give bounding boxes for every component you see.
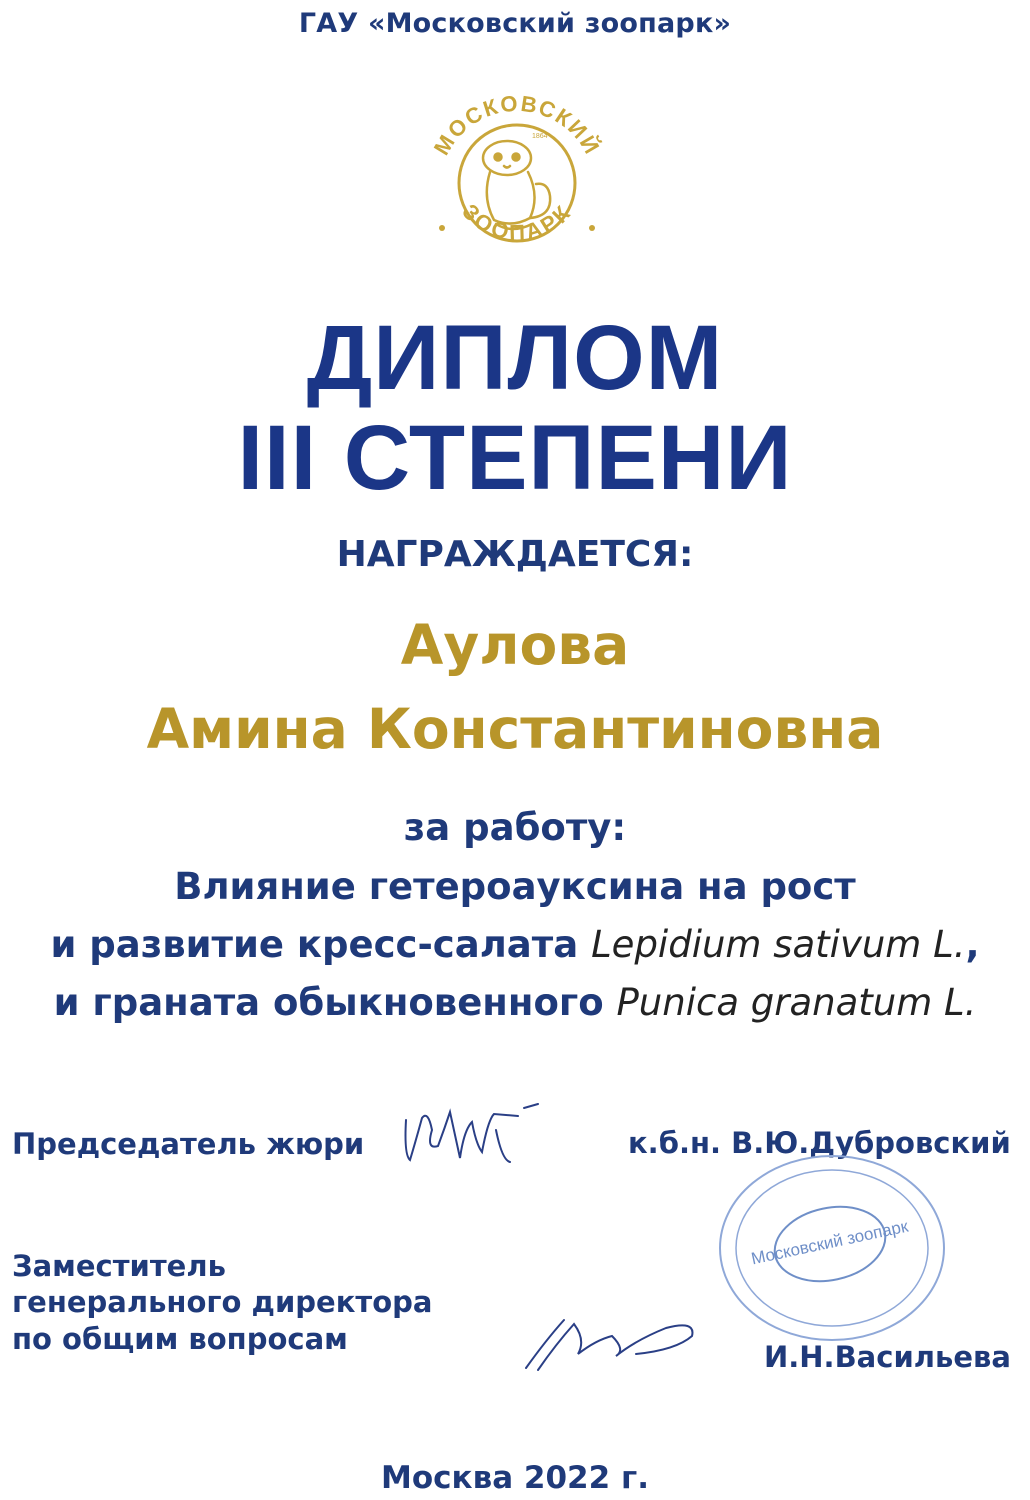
- zoo-logo: [412, 78, 622, 288]
- work-title-line-3: и граната обыкновенного Punica granatum L.: [53, 981, 977, 1024]
- deputy-role: Заместитель генерального директора по общим вопросам: [12, 1249, 433, 1356]
- work-title-line-1: Влияние гетероауксина на рост: [174, 865, 856, 908]
- diploma-title: ДИПЛОМ: [306, 307, 724, 409]
- latin-name: Lepidium sativum L.: [591, 923, 966, 966]
- chair-name: к.б.н. В.Ю.Дубровский: [628, 1126, 1011, 1160]
- svg-text:1864: 1864: [532, 133, 548, 140]
- deputy-signature: [516, 1310, 706, 1380]
- chair-role: Председатель жюри: [12, 1127, 365, 1161]
- svg-text:МОСКОВСКИЙ: МОСКОВСКИЙ: [428, 90, 606, 160]
- work-label: за работу:: [403, 806, 627, 849]
- deputy-name: И.Н.Васильева: [764, 1340, 1011, 1374]
- place-and-year: Москва 2022 г.: [381, 1460, 649, 1496]
- awarded-label: НАГРАЖДАЕТСЯ:: [336, 534, 694, 575]
- recipient-surname: Аулова: [400, 613, 630, 677]
- latin-name: Punica granatum L.: [616, 981, 977, 1024]
- work-title-line-2: и развитие кресс-салата Lepidium sativum L.,: [50, 923, 980, 966]
- svg-text:ЗООПАРК: ЗООПАРК: [457, 198, 577, 246]
- chair-signature: [398, 1100, 548, 1180]
- svg-text:Московский зоопарк: Московский зоопарк: [749, 1216, 910, 1269]
- recipient-given-names: Амина Константиновна: [146, 697, 884, 761]
- diploma-degree: III СТЕПЕНИ: [237, 407, 793, 509]
- official-stamp: [712, 1148, 952, 1348]
- organization-header: ГАУ «Московский зоопарк»: [298, 8, 732, 39]
